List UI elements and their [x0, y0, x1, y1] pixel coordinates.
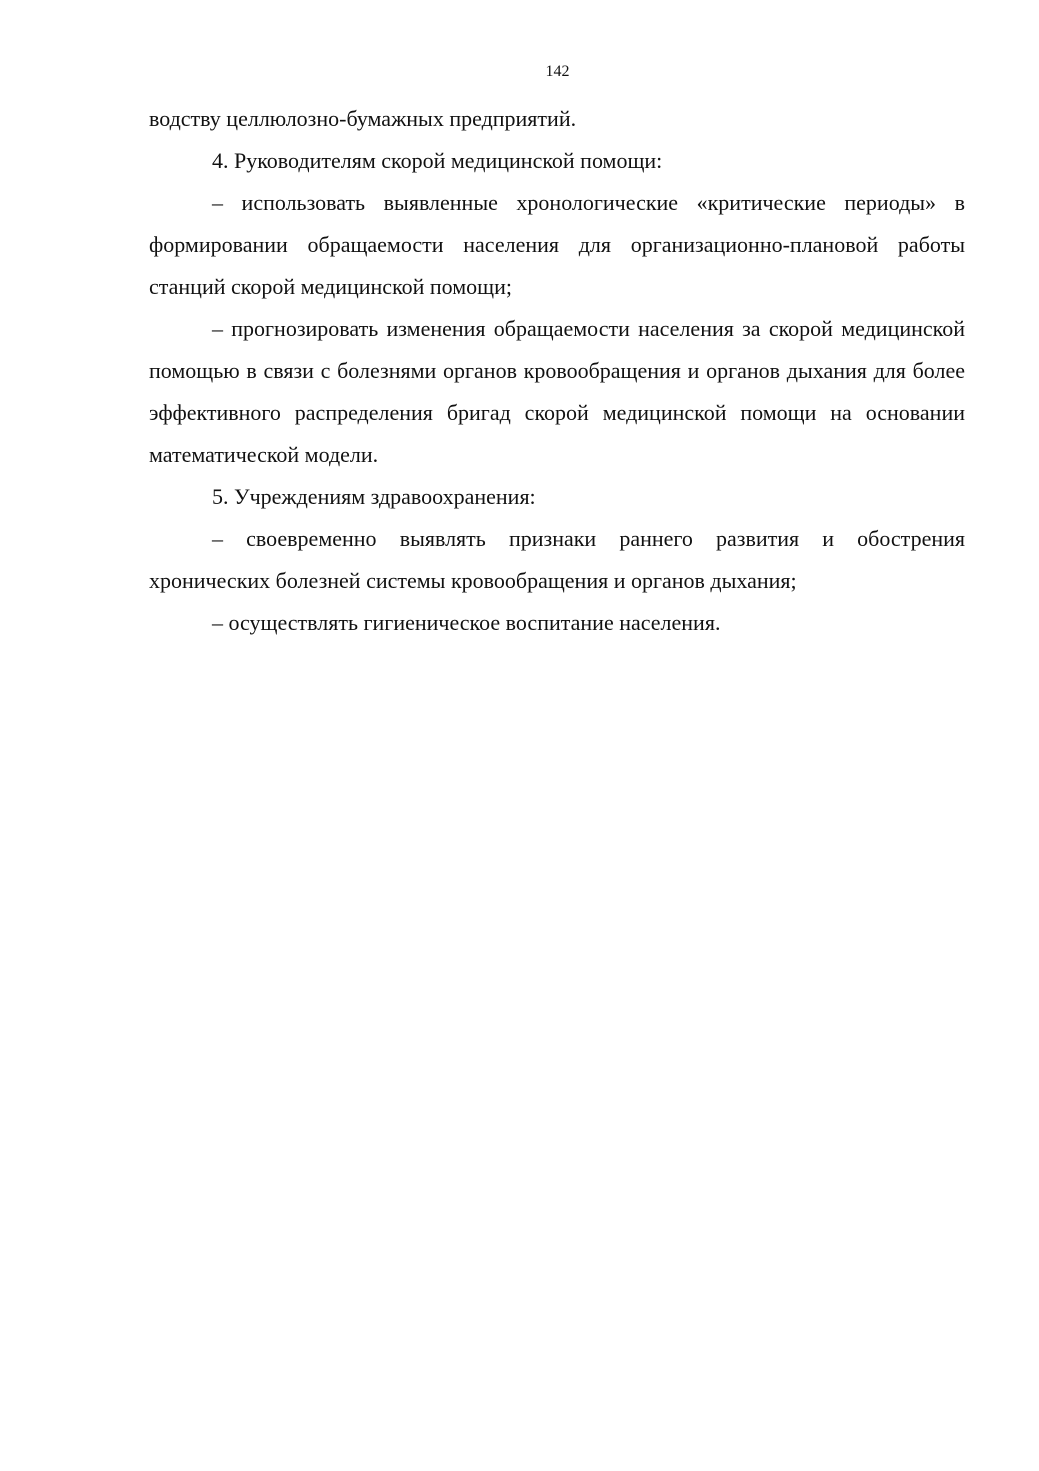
recommendation-item: – прогнозировать изменения обращаемости населения за скорой медицинской помощью в связи с болезнями органов кровообращения и органов дыхания для более эффективного распределения бригад скорой медицинской помощи на основании математической модели.	[149, 316, 965, 467]
paragraph-continuation: водству целлюлозно-бумажных предприятий.	[149, 106, 577, 131]
recommendation-heading-emergency-care: 4. Руководителям скорой медицинской помощи:	[212, 148, 663, 173]
page-number: 142	[545, 63, 570, 80]
body-text	[149, 98, 965, 644]
recommendation-item: – своевременно выявлять признаки раннего развития и обострения хронических болезней системы кровообращения и органов дыхания;	[149, 526, 965, 593]
recommendation-heading-health-institutions: 5. Учреждениям здравоохранения:	[212, 484, 536, 509]
recommendation-item: – использовать выявленные хронологические «критические периоды» в формировании обращаемости населения для организационно-плановой работы станций скорой медицинской помощи;	[149, 190, 965, 299]
recommendation-item: – осуществлять гигиеническое воспитание населения.	[212, 610, 721, 635]
